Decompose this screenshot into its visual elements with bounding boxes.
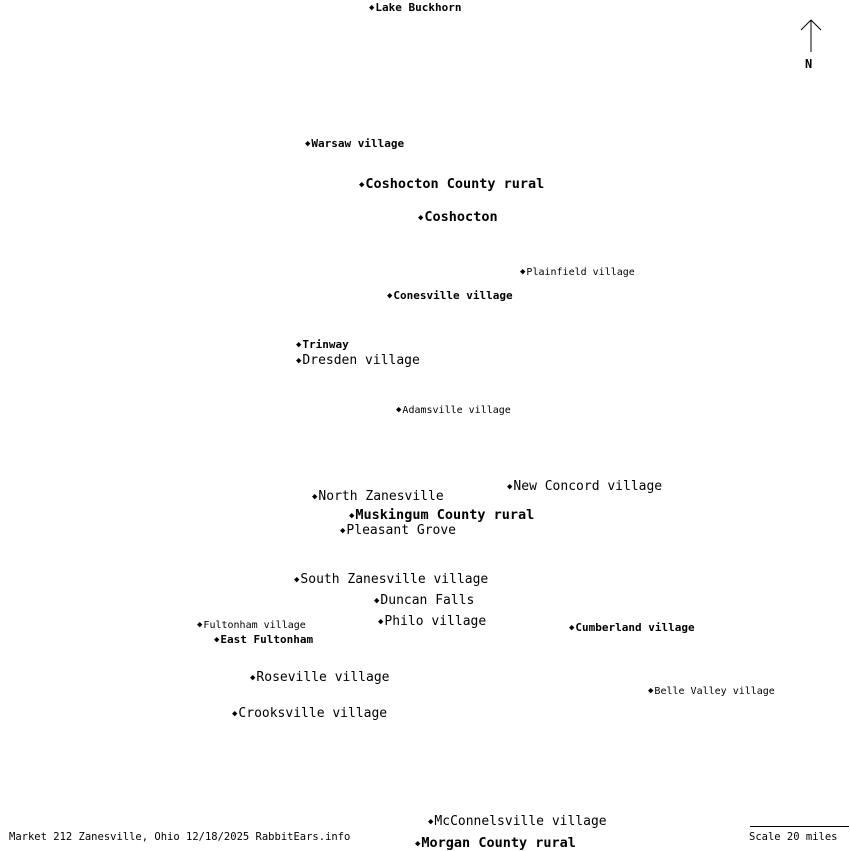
location-marker-icon: ◆ [340, 526, 346, 536]
place-roseville-village [250, 671, 389, 684]
place-label: Trinway [302, 338, 349, 351]
location-marker-icon: ◆ [374, 596, 380, 606]
place-label: Roseville village [256, 670, 390, 685]
place-label: Dresden village [302, 353, 420, 368]
place-coshocton-county-rural [359, 178, 544, 192]
place-south-zanesville-village [294, 573, 488, 586]
place-muskingum-county-rural [349, 509, 534, 523]
place-dresden-village [296, 354, 420, 367]
place-pleasant-grove [340, 524, 456, 537]
location-marker-icon: ◆ [418, 213, 424, 223]
place-label: Coshocton County rural [365, 176, 545, 192]
location-marker-icon: ◆ [294, 575, 300, 585]
place-belle-valley-village [648, 687, 775, 697]
location-marker-icon: ◆ [369, 3, 375, 13]
place-duncan-falls [374, 594, 474, 607]
place-trinway [296, 339, 349, 351]
place-label: Plainfield village [526, 267, 635, 278]
location-marker-icon: ◆ [349, 511, 355, 521]
location-marker-icon: ◆ [378, 617, 384, 627]
compass-label: N [805, 57, 813, 71]
map-caption: Market 212 Zanesville, Ohio 12/18/2025 RabbitEars.info [9, 831, 351, 843]
place-crooksville-village [232, 707, 387, 720]
scale-label: Scale 20 miles [749, 831, 838, 843]
location-marker-icon: ◆ [197, 620, 203, 630]
place-label: Fultonham village [203, 620, 306, 631]
location-marker-icon: ◆ [312, 492, 318, 502]
location-marker-icon: ◆ [507, 482, 513, 492]
place-label: McConnelsville village [434, 814, 607, 829]
place-label: Morgan County rural [421, 835, 576, 851]
place-fultonham-village [197, 621, 306, 631]
place-north-zanesville [312, 490, 444, 503]
place-label: Coshocton [424, 209, 498, 225]
place-warsaw-village [305, 138, 404, 150]
place-label: East Fultonham [220, 633, 314, 646]
location-marker-icon: ◆ [415, 839, 421, 849]
place-label: Belle Valley village [654, 686, 775, 697]
place-label: New Concord village [513, 479, 663, 494]
place-philo-village [378, 615, 486, 628]
place-label: Duncan Falls [380, 593, 475, 608]
location-marker-icon: ◆ [250, 673, 256, 683]
place-label: Pleasant Grove [346, 523, 456, 538]
location-marker-icon: ◆ [359, 180, 365, 190]
place-plainfield-village [520, 268, 635, 278]
location-marker-icon: ◆ [648, 686, 654, 696]
place-label: Adamsville village [402, 405, 511, 416]
location-marker-icon: ◆ [520, 267, 526, 277]
location-marker-icon: ◆ [569, 623, 575, 633]
scale-bar [750, 826, 849, 827]
place-label: Warsaw village [311, 137, 405, 150]
place-cumberland-village [569, 622, 695, 634]
location-marker-icon: ◆ [305, 139, 311, 149]
place-conesville-village [387, 290, 513, 302]
place-label: South Zanesville village [300, 572, 489, 587]
place-new-concord-village [507, 480, 662, 493]
place-morgan-county-rural [415, 837, 576, 851]
location-marker-icon: ◆ [296, 340, 302, 350]
place-label: Conesville village [393, 289, 513, 302]
place-label: Philo village [384, 614, 487, 629]
location-marker-icon: ◆ [428, 817, 434, 827]
place-label: Crooksville village [238, 706, 388, 721]
place-label: Lake Buckhorn [375, 1, 462, 14]
place-label: Cumberland village [575, 621, 695, 634]
place-east-fultonham [214, 634, 313, 646]
place-coshocton [418, 211, 498, 225]
location-marker-icon: ◆ [396, 405, 402, 415]
place-label: Muskingum County rural [355, 507, 535, 523]
location-marker-icon: ◆ [232, 709, 238, 719]
place-label: North Zanesville [318, 489, 444, 504]
location-marker-icon: ◆ [387, 291, 393, 301]
place-adamsville-village [396, 406, 511, 416]
place-mcconnelsville-village [428, 815, 607, 828]
location-marker-icon: ◆ [296, 356, 302, 366]
location-marker-icon: ◆ [214, 635, 220, 645]
place-lake-buckhorn [369, 2, 462, 14]
